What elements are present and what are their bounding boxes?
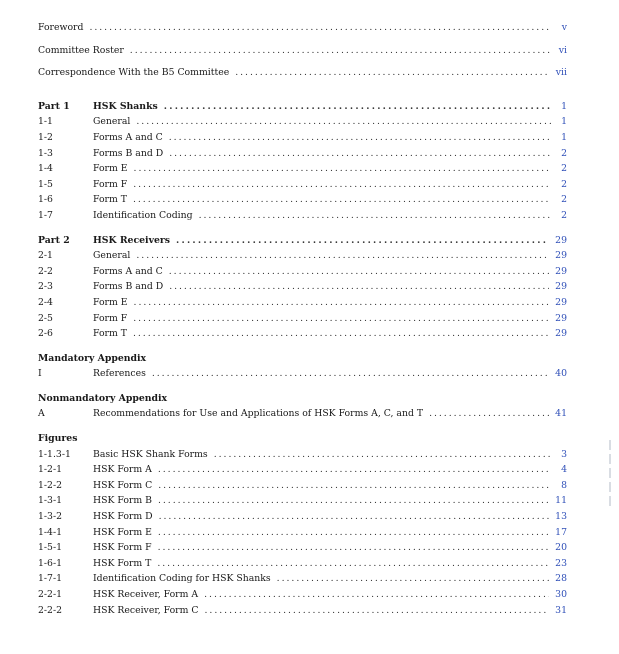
entry-number: 1-5-1 bbox=[38, 542, 63, 554]
page-link[interactable]: 11 bbox=[555, 495, 567, 507]
page-link[interactable]: 1 bbox=[561, 100, 567, 112]
leader-dots bbox=[169, 132, 551, 143]
entry-title: Foreword bbox=[38, 22, 84, 33]
figure-entry[interactable] bbox=[38, 605, 567, 621]
leader-dots bbox=[205, 605, 550, 616]
page-link[interactable]: 28 bbox=[555, 573, 567, 585]
page-link[interactable]: v bbox=[561, 22, 567, 33]
leader-dots bbox=[204, 589, 549, 600]
page-link[interactable]: 2 bbox=[561, 194, 567, 206]
leader-dots bbox=[429, 408, 549, 419]
toc-part-2[interactable] bbox=[38, 235, 567, 251]
toc-entry[interactable] bbox=[38, 210, 567, 226]
toc-entry[interactable] bbox=[38, 148, 567, 164]
part-label: Part 2 bbox=[38, 234, 70, 246]
page-link[interactable]: 29 bbox=[555, 312, 567, 324]
page-link[interactable]: 1 bbox=[561, 116, 567, 128]
toc-entry[interactable] bbox=[38, 328, 567, 344]
page-link[interactable]: 2 bbox=[561, 209, 567, 221]
figure-entry[interactable] bbox=[38, 542, 567, 558]
entry-title: Identification Coding for HSK Shanks bbox=[93, 573, 271, 585]
page-link[interactable]: 23 bbox=[555, 557, 567, 569]
leader-dots bbox=[133, 313, 549, 324]
page-link[interactable]: 20 bbox=[555, 542, 567, 554]
entry-title: Recommendations for Use and Applications of HSK Forms A, C, and T bbox=[93, 408, 424, 420]
entry-number: 1-1.3-1 bbox=[38, 448, 71, 460]
entry-number: 1-6 bbox=[38, 194, 53, 206]
leader-dots bbox=[235, 67, 550, 78]
entry-title: Form T bbox=[93, 194, 127, 206]
entry-title: Form F bbox=[93, 312, 128, 324]
leader-dots bbox=[136, 116, 551, 127]
figure-entry[interactable] bbox=[38, 480, 567, 496]
entry-number: 1-1 bbox=[38, 116, 53, 128]
mandatory-appendix-heading: Mandatory Appendix bbox=[38, 352, 147, 364]
entry-title: Form T bbox=[93, 328, 127, 340]
entry-number: 1-3-2 bbox=[38, 511, 63, 523]
entry-number: 2-2-2 bbox=[38, 604, 63, 616]
entry-title: HSK Receiver, Form A bbox=[93, 589, 199, 600]
figure-entry[interactable] bbox=[38, 573, 567, 589]
leader-dots bbox=[176, 235, 549, 246]
page-link[interactable]: 17 bbox=[555, 526, 567, 538]
leader-dots bbox=[89, 22, 551, 33]
entry-number: 2-2-1 bbox=[38, 589, 63, 600]
entry-number: 1-4-1 bbox=[38, 526, 63, 538]
leader-dots bbox=[159, 511, 550, 522]
leader-dots bbox=[134, 297, 550, 308]
entry-number: 2-4 bbox=[38, 296, 53, 308]
entry-title: Forms B and D bbox=[93, 281, 164, 293]
entry-title: Forms A and C bbox=[93, 131, 163, 143]
page-link[interactable]: 29 bbox=[555, 250, 567, 262]
toc-entry[interactable] bbox=[38, 281, 567, 297]
entry-number: I bbox=[38, 368, 42, 380]
figure-entry[interactable] bbox=[38, 464, 567, 480]
leader-dots bbox=[136, 250, 549, 261]
figure-entry[interactable] bbox=[38, 589, 567, 605]
entry-number: 1-2-1 bbox=[38, 464, 63, 476]
leader-dots bbox=[130, 45, 551, 56]
entry-number: 1-2 bbox=[38, 131, 53, 143]
page-link[interactable]: vi bbox=[558, 44, 567, 56]
page-link[interactable]: 4 bbox=[561, 464, 567, 476]
page-link[interactable]: 40 bbox=[555, 368, 567, 380]
entry-number: 1-2-2 bbox=[38, 479, 63, 491]
page-link[interactable]: 29 bbox=[555, 328, 567, 340]
part-title: HSK Receivers bbox=[93, 234, 171, 246]
leader-dots bbox=[152, 368, 549, 379]
leader-dots bbox=[134, 163, 551, 174]
entry-number: 1-6-1 bbox=[38, 557, 63, 569]
toc-entry-foreword[interactable] bbox=[38, 22, 567, 38]
entry-number: 1-3-1 bbox=[38, 495, 63, 507]
leader-dots bbox=[169, 266, 549, 277]
page-link[interactable]: 41 bbox=[555, 408, 567, 420]
entry-title: HSK Form B bbox=[93, 495, 152, 507]
leader-dots bbox=[214, 449, 551, 460]
leader-dots bbox=[158, 495, 549, 506]
entry-number: 2-6 bbox=[38, 328, 53, 340]
entry-title: Committee Roster bbox=[38, 44, 124, 56]
toc-entry[interactable] bbox=[38, 368, 567, 384]
page-link[interactable]: 30 bbox=[555, 589, 567, 600]
toc-entry[interactable] bbox=[38, 132, 567, 148]
toc-part-1[interactable] bbox=[38, 101, 567, 117]
entry-number: 2-5 bbox=[38, 312, 53, 324]
figure-entry[interactable] bbox=[38, 558, 567, 574]
part-title: HSK Shanks bbox=[93, 100, 158, 112]
entry-title: Form E bbox=[93, 163, 128, 175]
entry-title: Identification Coding bbox=[93, 209, 193, 221]
entry-number: 2-3 bbox=[38, 281, 53, 293]
toc-entry[interactable] bbox=[38, 116, 567, 132]
page-link[interactable]: 2 bbox=[561, 178, 567, 190]
leader-dots bbox=[158, 527, 549, 538]
entry-title: General bbox=[93, 116, 131, 128]
part-label: Part 1 bbox=[38, 100, 70, 112]
leader-dots bbox=[158, 464, 551, 475]
toc-entry[interactable] bbox=[38, 313, 567, 329]
leader-dots bbox=[277, 573, 549, 584]
page-link[interactable]: 29 bbox=[555, 234, 567, 246]
entry-number: 1-7 bbox=[38, 209, 53, 221]
entry-title: Basic HSK Shank Forms bbox=[93, 448, 208, 460]
toc-entry[interactable] bbox=[38, 163, 567, 179]
entry-title: HSK Receiver, Form C bbox=[93, 604, 199, 616]
entry-title: HSK Form A bbox=[93, 464, 152, 476]
side-watermark bbox=[607, 440, 613, 530]
entry-title: Correspondence With the B5 Committee bbox=[38, 67, 230, 79]
figures-heading: Figures bbox=[38, 433, 78, 445]
entry-number: 1-3 bbox=[38, 147, 53, 159]
toc-entry-correspondence[interactable] bbox=[38, 67, 567, 83]
entry-number: 1-7-1 bbox=[38, 573, 63, 585]
page-link[interactable]: 2 bbox=[561, 163, 567, 175]
figure-entry[interactable] bbox=[38, 511, 567, 527]
leader-dots bbox=[169, 148, 551, 159]
toc-entry[interactable] bbox=[38, 266, 567, 282]
entry-title: General bbox=[93, 250, 131, 262]
figure-entry[interactable] bbox=[38, 527, 567, 543]
page-link[interactable]: vii bbox=[555, 67, 567, 79]
entry-title: Forms A and C bbox=[93, 265, 163, 277]
entry-number: 2-2 bbox=[38, 265, 53, 277]
page-link[interactable]: 29 bbox=[555, 281, 567, 293]
toc-entry[interactable] bbox=[38, 179, 567, 195]
entry-number: 2-1 bbox=[38, 250, 53, 262]
nonmandatory-appendix-heading: Nonmandatory Appendix bbox=[38, 392, 168, 404]
page-link[interactable]: 29 bbox=[555, 296, 567, 308]
toc-entry[interactable] bbox=[38, 408, 567, 424]
entry-number: A bbox=[38, 408, 45, 420]
leader-dots bbox=[164, 101, 551, 112]
page-link[interactable]: 1 bbox=[561, 131, 567, 143]
entry-title: Form E bbox=[93, 296, 128, 308]
table-of-contents bbox=[38, 22, 567, 620]
entry-title: References bbox=[93, 368, 146, 380]
leader-dots bbox=[133, 328, 549, 339]
leader-dots bbox=[158, 542, 550, 553]
entry-title: HSK Form F bbox=[93, 542, 152, 554]
toc-entry-committee-roster[interactable] bbox=[38, 45, 567, 61]
figure-entry[interactable] bbox=[38, 495, 567, 511]
entry-title: Forms B and D bbox=[93, 147, 164, 159]
page-link[interactable]: 29 bbox=[555, 265, 567, 277]
entry-title: HSK Form D bbox=[93, 511, 153, 523]
page-link[interactable]: 8 bbox=[561, 479, 567, 491]
entry-title: Form F bbox=[93, 178, 128, 190]
leader-dots bbox=[133, 179, 551, 190]
entry-title: HSK Form E bbox=[93, 526, 152, 538]
leader-dots bbox=[158, 480, 551, 491]
entry-number: 1-4 bbox=[38, 163, 53, 175]
page-link[interactable]: 13 bbox=[555, 511, 567, 523]
entry-title: HSK Form C bbox=[93, 479, 153, 491]
entry-number: 1-5 bbox=[38, 178, 53, 190]
leader-dots bbox=[169, 281, 549, 292]
page-link[interactable]: 2 bbox=[561, 147, 567, 159]
leader-dots bbox=[133, 194, 551, 205]
leader-dots bbox=[199, 210, 551, 221]
page-link[interactable]: 31 bbox=[555, 604, 567, 616]
toc-entry[interactable] bbox=[38, 297, 567, 313]
toc-entry[interactable] bbox=[38, 194, 567, 210]
entry-title: HSK Form T bbox=[93, 557, 152, 569]
figure-entry[interactable] bbox=[38, 449, 567, 465]
page-link[interactable]: 3 bbox=[561, 448, 567, 460]
leader-dots bbox=[157, 558, 549, 569]
toc-entry[interactable] bbox=[38, 250, 567, 266]
